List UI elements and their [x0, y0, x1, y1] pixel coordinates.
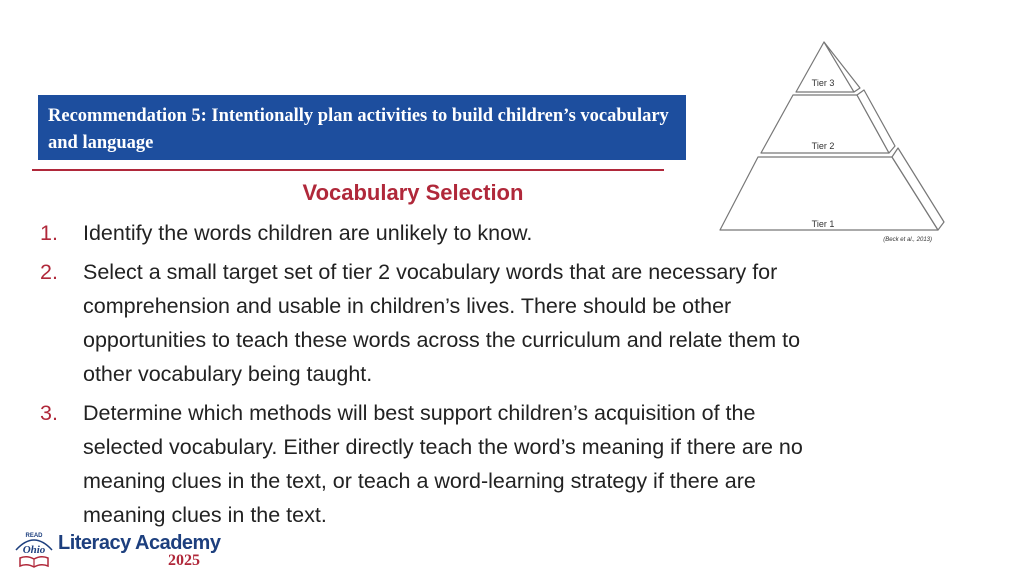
badge-mid-text: Ohio: [22, 544, 46, 556]
logo-title: Literacy Academy: [58, 532, 221, 554]
list-item: [40, 216, 810, 250]
step-number: 3.: [40, 401, 58, 425]
divider-rule: [32, 169, 664, 171]
list-item: [40, 396, 810, 532]
tier-pyramid-diagram: [716, 38, 948, 248]
read-ohio-badge-icon: [12, 528, 56, 572]
step-number: 2.: [40, 260, 58, 284]
step-number: 1.: [40, 221, 58, 245]
list-item: [40, 255, 810, 391]
banner-text: Recommendation 5: Intentionally plan activities to build children’s vocabulary and language: [48, 106, 669, 153]
tier3-label: Tier 3: [811, 78, 835, 88]
steps-list: [40, 216, 810, 537]
pyramid-citation: (Beck et al., 2013): [883, 237, 932, 243]
recommendation-banner: [38, 95, 686, 160]
section-title: Vocabulary Selection: [302, 180, 524, 205]
step-text: Identify the words children are unlikely to know.: [83, 221, 533, 245]
step-text: Determine which methods will best support children’s acquisition of the selected vocabulary. Either directly teach the word’s meaning if there are no meaning clues in the text, or teach a word-learning strategy if there are meaning clues in the text.: [83, 401, 803, 527]
badge-top-text: READ: [25, 533, 43, 539]
literacy-academy-logo: [10, 528, 240, 572]
tier1-label: Tier 1: [811, 219, 835, 229]
logo-year: 2025: [168, 552, 200, 569]
step-text: Select a small target set of tier 2 vocabulary words that are necessary for comprehension and usable in children’s lives. There should be other opportunities to teach these words across the curriculum and relate them to other vocabulary being taught.: [83, 260, 801, 386]
tier2-label: Tier 2: [811, 141, 835, 151]
